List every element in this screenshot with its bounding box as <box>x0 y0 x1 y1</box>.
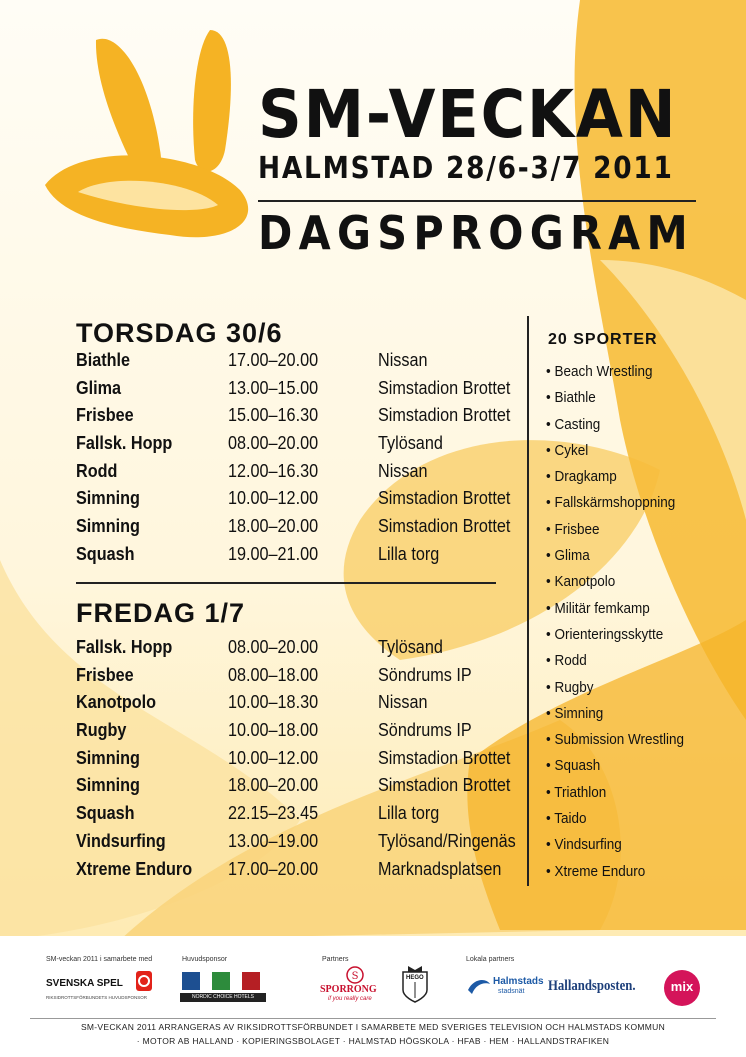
event-sport: Rugby <box>76 720 127 741</box>
event-time: 10.00–12.00 <box>228 747 319 768</box>
schedule-row <box>76 541 536 569</box>
schedule-row <box>76 458 536 486</box>
event-sport: Simning <box>76 775 140 796</box>
event-sport: Xtreme Enduro <box>76 858 193 879</box>
event-place: Marknadsplatsen <box>378 858 502 879</box>
event-time: 22.15–23.45 <box>228 803 319 824</box>
event-time: 17.00–20.00 <box>228 858 319 879</box>
event-sport: Simning <box>76 747 140 768</box>
list-item: • Fallskärmshoppning <box>546 494 676 512</box>
event-sport: Frisbee <box>76 405 134 426</box>
event-sport: Frisbee <box>76 664 134 685</box>
svenska-spel-wordmark: SVENSKA SPEL <box>46 978 123 989</box>
sporrong-wordmark: SPORRONG <box>320 984 377 995</box>
svenska-spel-icon <box>134 970 154 992</box>
sports-panel-title: 20 SPORTER <box>548 331 658 348</box>
event-time: 19.00–21.00 <box>228 543 319 564</box>
event-place: Simstadion Brottet <box>378 775 511 796</box>
list-item: • Casting <box>546 415 601 433</box>
event-time: 18.00–20.00 <box>228 516 319 537</box>
list-item: • Triathlon <box>546 783 607 801</box>
list-item: • Cykel <box>546 441 589 459</box>
event-sport: Rodd <box>76 460 118 481</box>
event-place: Nissan <box>378 692 428 713</box>
schedule-row <box>76 856 536 884</box>
day-divider <box>76 582 496 584</box>
event-place: Simstadion Brottet <box>378 488 511 509</box>
event-place: Simstadion Brottet <box>378 377 511 398</box>
event-time: 08.00–20.00 <box>228 433 319 454</box>
event-time: 08.00–18.00 <box>228 664 319 685</box>
schedule-row <box>76 347 536 375</box>
list-item: • Submission Wrestling <box>546 731 685 749</box>
list-item: • Squash <box>546 757 601 775</box>
schedule-row <box>76 513 536 541</box>
sports-list <box>546 359 699 885</box>
list-item: • Vindsurfing <box>546 836 622 854</box>
footer-organizer-text: SM-VECKAN 2011 ARRANGERAS AV RIKSIDROTTSFÖRBUNDET I SAMARBETE MED SVERIGES TELEVISION OCH HALMSTADS KOMMUN <box>80 1022 666 1032</box>
event-place: Tylösand <box>378 433 443 454</box>
schedule-row <box>76 717 536 745</box>
event-time: 15.00–16.30 <box>228 405 319 426</box>
event-time: 08.00–20.00 <box>228 637 319 657</box>
schedule-row <box>76 634 536 662</box>
event-sport: Simning <box>76 516 140 537</box>
event-sport: Biathle <box>76 350 131 370</box>
event-time: 10.00–12.00 <box>228 488 319 509</box>
event-place: Nissan <box>378 460 428 481</box>
schedule-row <box>76 828 536 856</box>
schedule-row <box>76 772 536 800</box>
list-item: • Taido <box>546 810 587 828</box>
event-place: Simstadion Brottet <box>378 747 511 768</box>
halmstads-swoosh-icon <box>466 976 492 998</box>
event-time: 13.00–19.00 <box>228 830 319 851</box>
event-sport: Squash <box>76 803 135 824</box>
event-sport: Fallsk. Hopp <box>76 637 173 657</box>
day-title-thursday: TORSDAG 30/6 <box>76 318 283 348</box>
event-sport: Glima <box>76 377 122 398</box>
list-item: • Frisbee <box>546 520 600 538</box>
sporrong-logo <box>318 966 394 1008</box>
list-item: • Simning <box>546 704 604 722</box>
list-item: • Beach Wrestling <box>546 363 653 380</box>
event-sport: Simning <box>76 488 140 509</box>
schedule-row <box>76 430 536 458</box>
halmstads-stadsnat-logo <box>466 974 544 1002</box>
title-divider <box>258 200 696 202</box>
event-sport: Squash <box>76 543 135 564</box>
event-place: Nissan <box>378 350 428 370</box>
schedule-row <box>76 402 536 430</box>
footer-partners-text: · MOTOR AB HALLAND · KOPIERINGSBOLAGET · HALMSTAD HÖGSKOLA · HFAB · HEM · HALLANDSTRAFIKEN <box>136 1036 610 1046</box>
hego-wordmark: HEGO <box>406 975 424 981</box>
hallandsposten-logo: Hallandsposten. <box>548 978 636 994</box>
sports-panel-divider <box>527 316 529 886</box>
event-place: Simstadion Brottet <box>378 405 511 426</box>
event-place: Simstadion Brottet <box>378 516 511 537</box>
list-item: • Biathle <box>546 389 596 407</box>
event-sport: Kanotpolo <box>76 692 157 713</box>
sporrong-emblem-icon <box>346 966 364 984</box>
event-place: Söndrums IP <box>378 720 472 741</box>
nordic-choice-wordmark: NORDIC CHOICE HOTELS <box>180 993 266 1002</box>
event-time: 17.00–20.00 <box>228 350 319 370</box>
event-place: Lilla torg <box>378 803 440 824</box>
main-sponsor-label: Huvudsponsor <box>182 956 228 963</box>
hotel-brands-icon <box>180 970 266 992</box>
schedule-friday <box>76 634 536 883</box>
svg-text:S: S <box>351 971 359 982</box>
list-item: • Xtreme Enduro <box>546 862 646 880</box>
list-item: • Militär femkamp <box>546 599 650 617</box>
event-time: 13.00–15.00 <box>228 377 319 398</box>
sporrong-tagline: if you really care <box>328 996 372 1002</box>
nordic-choice-logo <box>180 970 266 1004</box>
event-sport: Vindsurfing <box>76 830 166 851</box>
svenska-spel-subtext: RIKSIDROTTSFÖRBUNDETS HUVUDSPONSOR <box>46 995 148 1000</box>
event-place: Lilla torg <box>378 543 440 564</box>
footer-divider <box>30 1018 716 1019</box>
event-time: 10.00–18.30 <box>228 692 319 713</box>
day-title-friday: FREDAG 1/7 <box>76 598 246 628</box>
partners-label: Partners <box>322 956 349 963</box>
event-time: 18.00–20.00 <box>228 775 319 796</box>
event-place: Tylösand <box>378 637 443 657</box>
event-time: 10.00–18.00 <box>228 720 319 741</box>
list-item: • Dragkamp <box>546 468 617 486</box>
event-time: 12.00–16.30 <box>228 460 319 481</box>
schedule-row <box>76 689 536 717</box>
schedule-thursday <box>76 347 536 569</box>
list-item: • Kanotpolo <box>546 573 616 591</box>
schedule-row <box>76 375 536 403</box>
event-place: Söndrums IP <box>378 664 472 685</box>
list-item: • Glima <box>546 547 590 565</box>
halmstads-wordmark: Halmstads <box>493 976 544 987</box>
local-partners-label: Lokala partners <box>466 956 515 963</box>
schedule-row <box>76 800 536 828</box>
halmstads-subtext: stadsnät <box>498 988 525 995</box>
svenska-spel-logo <box>46 970 156 1008</box>
mix-wordmark: mix <box>670 979 694 994</box>
schedule-row <box>76 745 536 773</box>
mix-megapol-logo <box>664 970 700 1006</box>
event-place: Tylösand/Ringenäs <box>378 830 516 851</box>
hego-crest-icon <box>400 964 430 1004</box>
list-item: • Rodd <box>546 652 587 670</box>
program-heading: DAGSPROGRAM <box>258 206 695 260</box>
schedule-row <box>76 662 536 690</box>
list-item: • Rugby <box>546 678 594 696</box>
page-title: SM-VECKAN <box>258 76 678 153</box>
event-sport: Fallsk. Hopp <box>76 433 173 454</box>
event-location-dates: HALMSTAD 28/6-3/7 2011 <box>258 151 674 186</box>
hego-logo <box>400 964 430 1006</box>
list-item: • Orienteringsskytte <box>546 625 664 643</box>
collab-label: SM-veckan 2011 i samarbete med <box>46 956 153 963</box>
schedule-row <box>76 485 536 513</box>
